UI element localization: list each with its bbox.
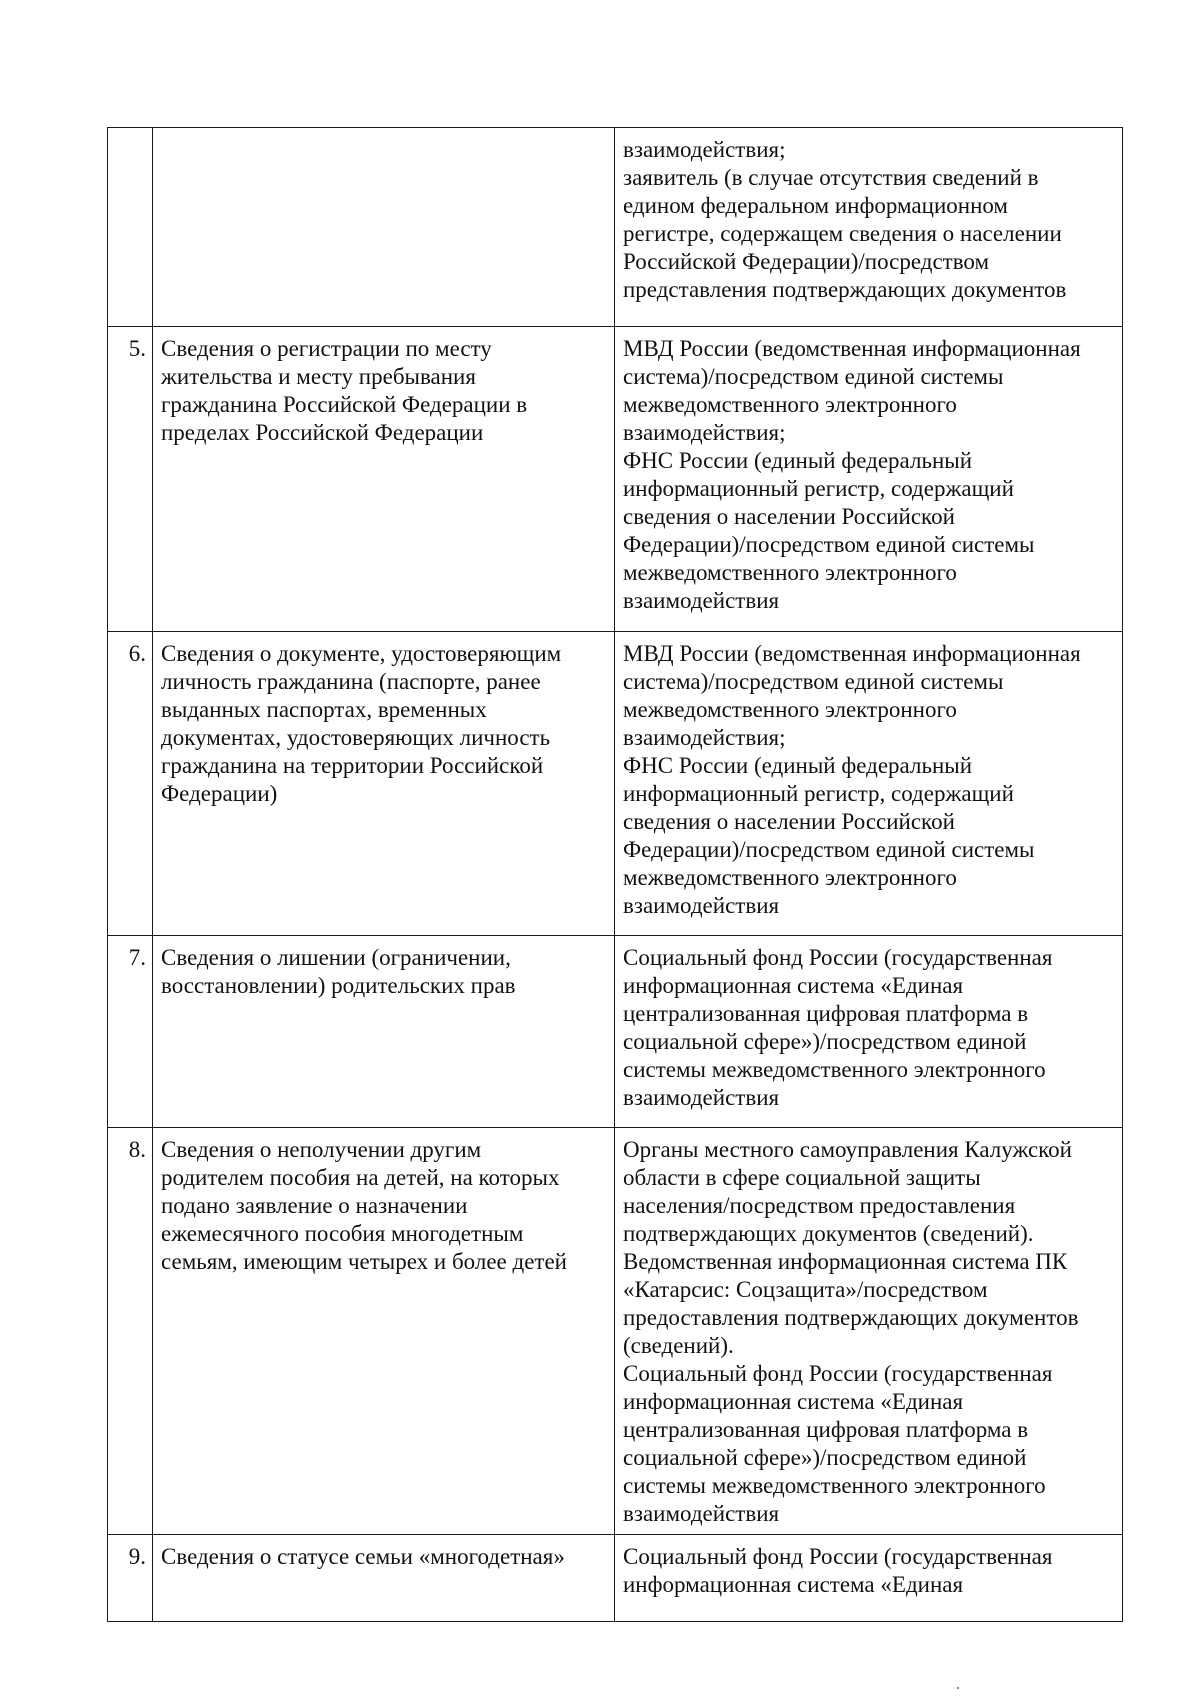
table-row bbox=[108, 128, 1123, 327]
row-description: Сведения о неполучении другим родителем пособия на детей, на которых подано заявление о назначении ежемесячного пособия многодетным семьям, имеющим четырех и более детей bbox=[153, 1128, 615, 1535]
row-source: взаимодействия; заявитель (в случае отсутствия сведений в едином федеральном информационном регистре, содержащем сведения о населении Российской Федерации)/посредством представления подтверждающих документов bbox=[615, 128, 1123, 327]
table-row bbox=[108, 936, 1123, 1128]
row-source: Социальный фонд России (государственная информационная система «Единая централизованная цифровая платформа в социальной сфере»)/посредством единой системы межведомственного электронного взаимодействия bbox=[615, 936, 1123, 1128]
row-number: 6. bbox=[108, 632, 153, 936]
table-row bbox=[108, 327, 1123, 632]
row-number: 5. bbox=[108, 327, 153, 632]
row-source: Органы местного самоуправления Калужской области в сфере социальной защиты населения/посредством предоставления подтверждающих документов (сведений). Ведомственная информационная система ПК «Катарсис: Соцзащита»/посредством предоставления подтверждающих документов (сведений). Социальный фонд России (государственная информационная система «Единая централизованная цифровая платформа в социальной сфере»)/посредством единой системы межведомственного электронного взаимодействия bbox=[615, 1128, 1123, 1535]
row-source: МВД России (ведомственная информационная система)/посредством единой системы межведомственного электронного взаимодействия; ФНС России (единый федеральный информационный регистр, содержащий сведения о населении Российской Федерации)/посредством единой системы межведомственного электронного взаимодействия bbox=[615, 632, 1123, 936]
row-source: МВД России (ведомственная информационная система)/посредством единой системы межведомственного электронного взаимодействия; ФНС России (единый федеральный информационный регистр, содержащий сведения о населении Российской Федерации)/посредством единой системы межведомственного электронного взаимодействия bbox=[615, 327, 1123, 632]
row-description: Сведения о регистрации по месту жительства и месту пребывания гражданина Российской Федерации в пределах Российской Федерации bbox=[153, 327, 615, 632]
row-description: Сведения о статусе семьи «многодетная» bbox=[153, 1535, 615, 1622]
row-number: 8. bbox=[108, 1128, 153, 1535]
row-description: Сведения о документе, удостоверяющим личность гражданина (паспорте, ранее выданных паспортах, временных документах, удостоверяющих личность гражданина на территории Российской Федерации) bbox=[153, 632, 615, 936]
scan-speck bbox=[957, 1687, 959, 1689]
data-table bbox=[107, 127, 1123, 1622]
row-source: Социальный фонд России (государственная информационная система «Единая bbox=[615, 1535, 1123, 1622]
table-row bbox=[108, 1535, 1123, 1622]
row-number bbox=[108, 128, 153, 327]
row-number: 7. bbox=[108, 936, 153, 1128]
table-row bbox=[108, 632, 1123, 936]
table-row bbox=[108, 1128, 1123, 1535]
row-description: Сведения о лишении (ограничении, восстановлении) родительских прав bbox=[153, 936, 615, 1128]
row-number: 9. bbox=[108, 1535, 153, 1622]
row-description bbox=[153, 128, 615, 327]
